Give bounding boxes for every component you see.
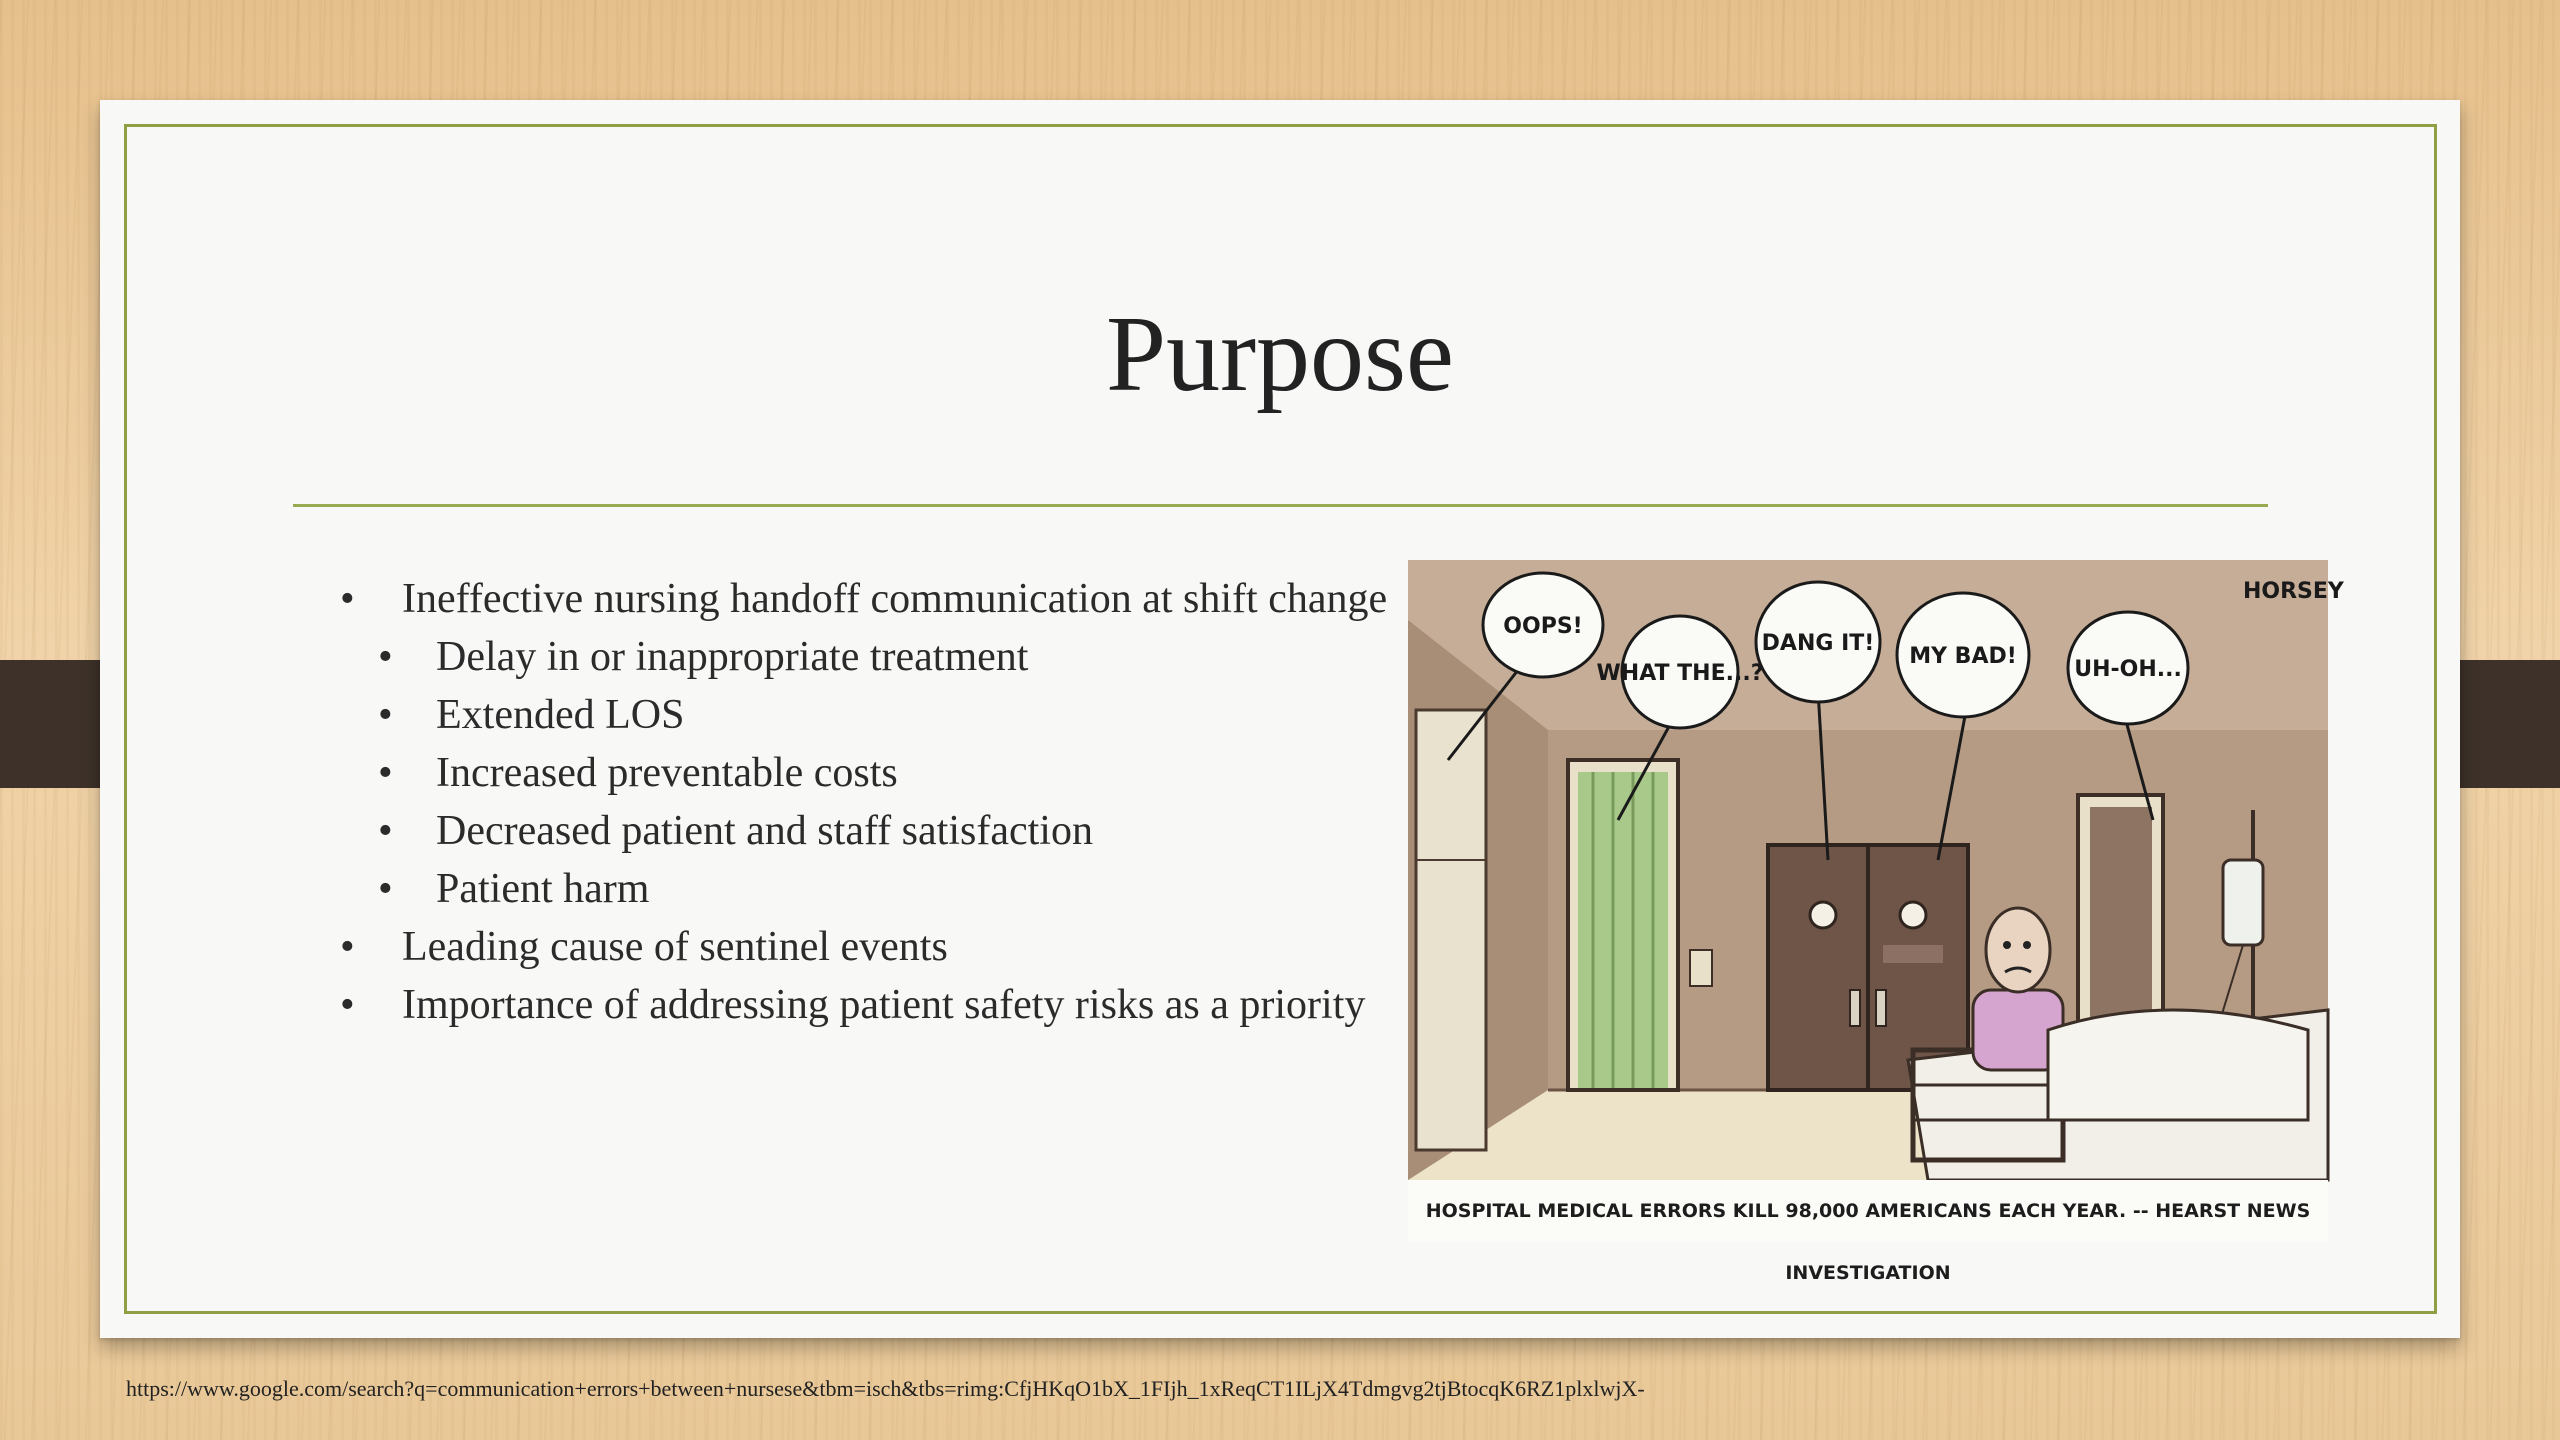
slide (100, 100, 2460, 1338)
bubble-uh-oh: UH-OH... (2074, 657, 2182, 682)
bullet-content (340, 570, 1490, 1034)
sub-bullet-item: • Delay in or inappropriate treatment (340, 628, 1490, 686)
bullet-item: • Importance of addressing patient safety risks as a priority (340, 976, 1490, 1034)
bullet-list (340, 570, 1490, 1034)
sub-bullet-item: • Decreased patient and staff satisfaction (340, 802, 1490, 860)
sub-bullet-item: • Patient harm (340, 860, 1490, 918)
cartoon-signature: HORSEY (2243, 579, 2344, 604)
hospital-cartoon (1408, 560, 2344, 1284)
title-underline (293, 504, 2268, 507)
bubble-oops: OOPS! (1503, 614, 1583, 639)
bubble-dang-it: DANG IT! (1761, 631, 1875, 656)
bubble-my-bad: MY BAD! (1909, 644, 2017, 669)
slide-title: Purpose (1106, 295, 1454, 414)
sub-bullet-item: • Increased preventable costs (340, 744, 1490, 802)
sub-bullet-item: • Extended LOS (340, 686, 1490, 744)
cartoon-illustration (1408, 560, 2344, 1180)
source-url: https://www.google.com/search?q=communication+errors+between+nursese&tbm=isch&tbs=rimg:CfjHKqO1bX_1FIjh_1xReqCT1ILjX4Tdmgvg2tjBtocqK6RZ1plxlwjX- (126, 1376, 1645, 1401)
bullet-item: • Ineffective nursing handoff communication at shift change (340, 570, 1490, 628)
cartoon-caption: HOSPITAL MEDICAL ERRORS KILL 98,000 AMERICANS EACH YEAR. -- HEARST NEWS INVESTIGATION (1408, 1180, 2328, 1242)
bubble-what-the: WHAT THE...? (1596, 661, 1764, 686)
bullet-item: • Leading cause of sentinel events (340, 918, 1490, 976)
